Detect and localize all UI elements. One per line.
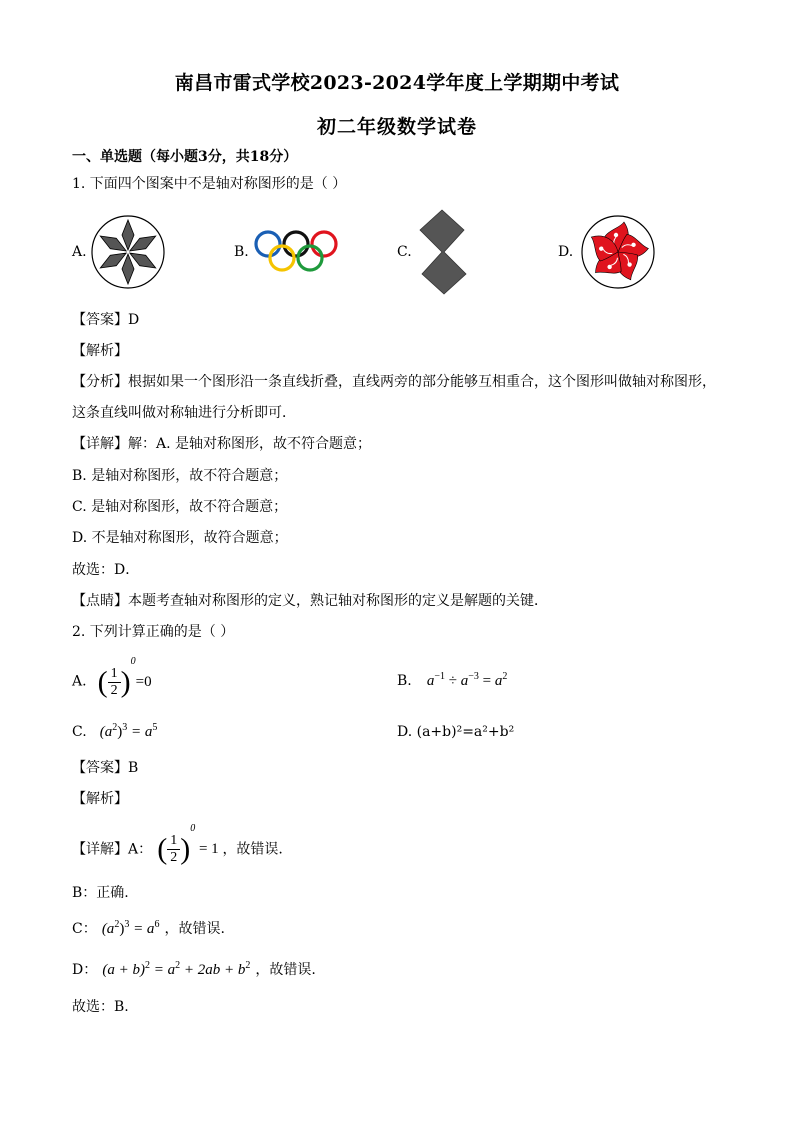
- q2-b-exp-2: −3: [468, 671, 479, 682]
- q2-detail-c-prefix: C：: [72, 921, 97, 937]
- q2-b-op: ÷: [444, 673, 461, 689]
- q2-detail-d-suffix: ，故错误.: [255, 962, 316, 978]
- q2-detail-d-exp3: 2: [245, 960, 251, 971]
- q2-a-rhs: =0: [135, 674, 152, 691]
- q2-choose: 故选：B.: [72, 999, 129, 1015]
- q2-detail-c-expr: (a: [101, 921, 115, 937]
- bauhinia-star: [614, 233, 618, 237]
- q1-option-d-label: D.: [558, 244, 574, 260]
- q2-detail-c-exp-out: 3: [124, 919, 130, 930]
- q2-detail-a-rhs: = 1: [195, 841, 219, 858]
- q2-b-base-2: a: [460, 673, 469, 689]
- q2-option-c-label: C.: [72, 724, 87, 740]
- section-heading: 一、单选题（每小题3分，共18分）: [72, 149, 298, 165]
- q2-detail-d-mid: + 2ab + b: [180, 962, 246, 978]
- q2-option-a: A. ( $\frac{1}{2}$ )$^0$=0: [72, 656, 152, 699]
- q1-dianjing: 【点睛】本题考查轴对称图形的定义，熟记轴对称图形的定义是解题的关键．: [72, 593, 548, 609]
- q2-detail-c-close: ): [119, 921, 125, 937]
- exam-title: 南昌市雷式学校2023-2024学年度上学期期中考试: [174, 72, 620, 94]
- q2-c-exp-out: 3: [122, 722, 128, 733]
- olympic-ring: [270, 246, 294, 270]
- q2-detail-d-prefix: D：: [72, 962, 98, 978]
- olympic-ring: [312, 232, 336, 256]
- q2-option-d: D. (a+b)²=a²+b²: [397, 724, 515, 740]
- q2-detail-prefix: 【详解】A：: [72, 841, 153, 858]
- exam-subtitle: 初二年级数学试卷: [316, 116, 477, 138]
- q1-fenxi-line-2: 这条直线叫做对称轴进行分析即可．: [72, 405, 296, 421]
- q2-option-b-label: B.: [397, 673, 412, 689]
- q2-detail-d-exp: 2: [144, 960, 150, 971]
- q2-detail-c-suffix: ，故错误.: [164, 921, 225, 937]
- olympic-ring: [256, 232, 280, 256]
- q2-c-exp-in: 2: [112, 722, 118, 733]
- q2-detail-c-exp-rhs: 6: [154, 919, 160, 930]
- q2-a-numerator: 1: [108, 666, 121, 683]
- q2-detail-d-exp2: 2: [175, 960, 181, 971]
- q1-fenxi-line-1: 【分析】根据如果一个图形沿一条直线折叠，直线两旁的部分能够互相重合，这个图形叫做轴对称图形，: [72, 374, 716, 390]
- q2-option-c: [72, 721, 157, 741]
- q2-detail-a-suffix: ，故错误.: [222, 841, 283, 858]
- q2-a-exponent: 0: [130, 656, 136, 667]
- q2-b-exp-3: 2: [502, 671, 508, 682]
- q2-c-eq: = a: [127, 724, 153, 740]
- q2-detail-d: [72, 959, 316, 979]
- q1-choose: 故选：D．: [72, 562, 140, 578]
- q1-figure-d-bauhinia: [580, 213, 656, 291]
- q2-c-exp-rhs: 5: [152, 722, 158, 733]
- q2-detail-a: 【详解】A： ( $\frac{1}{2}$ )$^0$ = 1 ，故错误.: [72, 823, 283, 866]
- q1-option-c-label: C.: [397, 244, 412, 260]
- q1-detail-d: D. 不是轴对称图形，故符合题意；: [72, 530, 288, 546]
- q2-c-close: ): [117, 724, 123, 740]
- q2-detail-b: B：正确.: [72, 885, 129, 901]
- q2-b-exp-1: −1: [434, 671, 445, 682]
- q2-detail-c: [72, 918, 225, 938]
- q2-detail-a-exp: 0: [190, 823, 196, 834]
- q1-analysis-label: 【解析】: [72, 343, 128, 359]
- q1-detail-c: C. 是轴对称图形，故不符合题意；: [72, 499, 288, 515]
- q2-analysis-label: 【解析】: [72, 791, 128, 807]
- q1-stem: 1. 下面四个图案中不是轴对称图形的是（ ）: [72, 176, 347, 192]
- q1-figure-c-stacked-diamonds: [414, 208, 472, 296]
- q1-figure-b-olympic-rings: [252, 228, 340, 276]
- q1-detail-a: 【详解】解：A. 是轴对称图形，故不符合题意；: [72, 436, 372, 452]
- q2-detail-d-expr: (a + b): [102, 962, 145, 978]
- q2-detail-d-eq: = a: [149, 962, 176, 978]
- q2-detail-a-denominator: 2: [170, 850, 178, 866]
- q2-b-eq: =: [478, 673, 495, 689]
- q2-detail-c-exp-in: 2: [114, 919, 120, 930]
- q2-b-base-3: a: [494, 673, 503, 689]
- q2-stem: 2. 下列计算正确的是（ ）: [72, 624, 235, 640]
- q2-b-base-1: a: [426, 673, 435, 689]
- q2-a-denominator: 2: [110, 683, 118, 699]
- q2-c-lhs: (a: [99, 724, 113, 740]
- q1-figure-a-snowflake: [90, 214, 166, 290]
- q1-detail-b: B. 是轴对称图形，故不符合题意；: [72, 468, 288, 484]
- q2-detail-c-eq: = a: [129, 921, 155, 937]
- q1-option-a-label: A.: [72, 244, 87, 260]
- q1-answer: 【答案】D: [72, 312, 140, 328]
- q2-detail-a-numerator: 1: [167, 833, 180, 850]
- q1-option-b-label: B.: [234, 244, 249, 260]
- olympic-ring: [298, 246, 322, 270]
- q2-answer: 【答案】B: [72, 760, 139, 776]
- q2-option-b: [397, 670, 507, 690]
- q2-option-a-label: A.: [72, 673, 87, 690]
- olympic-ring: [284, 232, 308, 256]
